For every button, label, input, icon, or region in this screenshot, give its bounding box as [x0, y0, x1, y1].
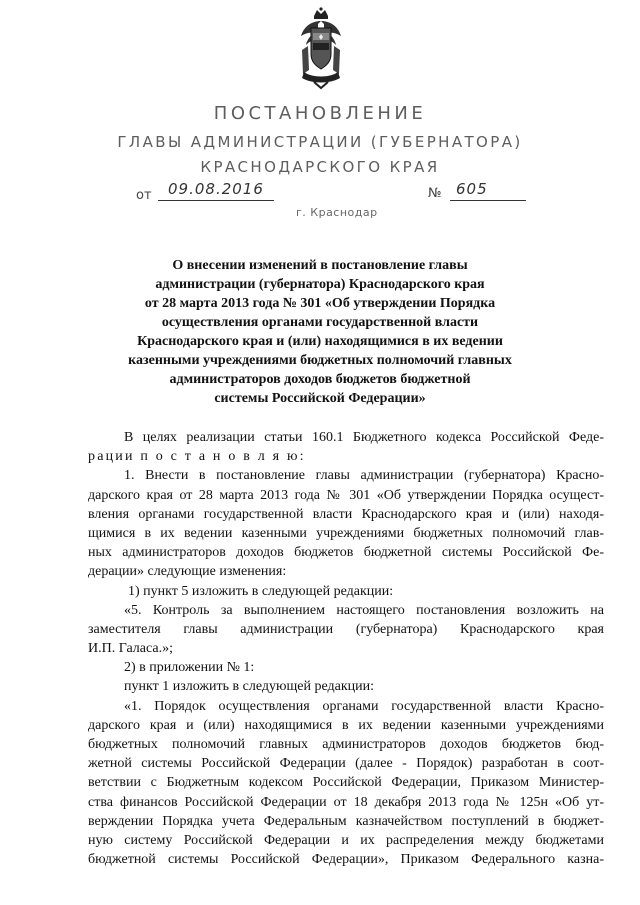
body-line: дарского края и (или) находящимися в их ведении казенными учреждениями — [88, 717, 604, 733]
body-line: жетной системы Российской Федерации (далее - Порядок) разработан в соот- — [88, 756, 604, 772]
date-label: от — [136, 188, 152, 203]
body-line: дерации» следующие изменения: — [88, 564, 287, 580]
body-line: щимися в их ведении казенными учреждениями бюджетных полномочий глав- — [88, 525, 604, 541]
body-line: дарского края от 28 марта 2013 года № 301 «Об утверждении Порядка осущест- — [88, 487, 604, 503]
document-body — [88, 428, 604, 869]
document-title — [120, 256, 520, 408]
issuer-heading-line1: ГЛАВЫ АДМИНИСТРАЦИИ (ГУБЕРНАТОРА) — [117, 133, 523, 151]
body-line: рации п о с т а н о в л я ю: — [88, 449, 306, 465]
title-line: системы Российской Федерации» — [214, 391, 426, 406]
body-line: 1. Внести в постановление главы администрации (губернатора) Красно- — [124, 468, 604, 484]
body-line: бюджетной системы Российской Федерации», Приказом Федерального казна- — [88, 852, 604, 868]
title-line: осуществления органами государственной власти — [161, 315, 479, 330]
title-line: администрации (губернатора) Краснодарского края — [155, 277, 485, 292]
body-line: В целях реализации статьи 160.1 Бюджетного кодекса Российской Феде- — [124, 430, 604, 445]
body-line: ную систему Российской Федерации и их распределения между бюджетами — [88, 832, 604, 848]
body-line: бюджетных полномочий главных администраторов доходов бюджетов бюд- — [88, 737, 604, 752]
title-line: О внесении изменений в постановление главы — [172, 258, 468, 273]
body-line: вления органами государственной власти Краснодарского края и (или) находя- — [88, 506, 604, 522]
body-line: ветствии с Бюджетным кодексом Российской Федерации, Приказом Министер- — [88, 775, 604, 791]
body-line: пункт 1 изложить в следующей редакции: — [124, 679, 374, 695]
body-line: 2) в приложении № 1: — [124, 660, 255, 676]
document-type-heading: ПОСТАНОВЛЕНИЕ — [213, 103, 427, 124]
body-line: ства финансов Российской Федерации от 18 декабря 2013 года № 125н «Об ут- — [88, 794, 604, 810]
title-line: казенными учреждениями бюджетных полномочий главных — [128, 353, 512, 368]
body-line: 1) пункт 5 изложить в следующей редакции: — [128, 583, 394, 599]
date-handwritten: 09.08.2016 — [168, 180, 264, 198]
coat-of-arms-emblem — [296, 6, 346, 90]
title-line: администраторов доходов бюджетов бюджетной — [169, 372, 471, 387]
body-line: «1. Порядок осуществления органами государственной власти Красно- — [124, 698, 604, 714]
body-line: заместителя главы администрации (губернатора) Краснодарского края — [88, 621, 604, 637]
number-label: № — [428, 186, 442, 201]
city-label: г. Краснодар — [296, 206, 378, 219]
title-line: Краснодарского края и (или) находящимися в их ведении — [137, 334, 503, 349]
body-line: ных администраторов доходов бюджетов бюджетной системы Российской Фе- — [88, 545, 604, 561]
body-line: верждении Порядка учета Федеральным казначейством поступлений в бюджет- — [88, 813, 604, 829]
body-line: И.П. Галаса.»; — [88, 641, 173, 657]
issuer-heading-line2: КРАСНОДАРСКОГО КРАЯ — [200, 158, 440, 176]
body-line: «5. Контроль за выполнением настоящего постановления возложить на — [124, 602, 604, 618]
title-line: от 28 марта 2013 года № 301 «Об утверждении Порядка — [144, 296, 496, 311]
number-underline — [450, 200, 526, 201]
number-handwritten: 605 — [456, 180, 488, 198]
date-underline — [158, 200, 274, 201]
